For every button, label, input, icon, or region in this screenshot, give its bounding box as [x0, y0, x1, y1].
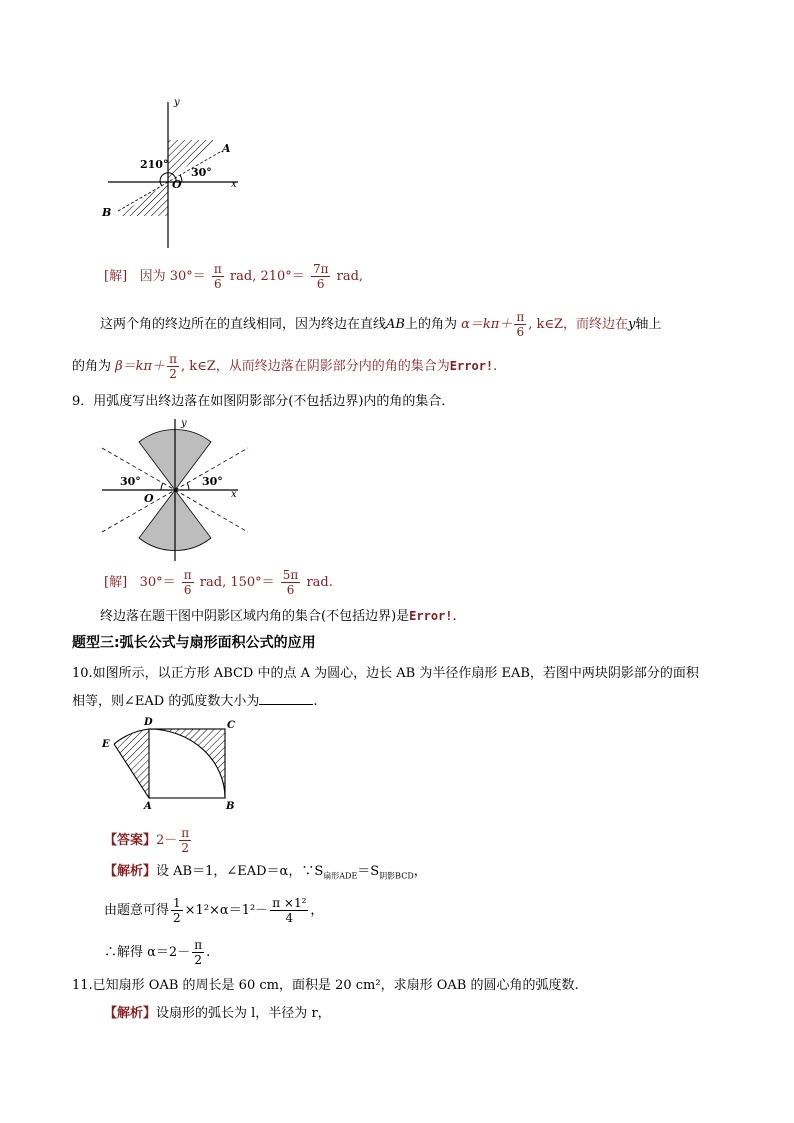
explanation-10-line1: 【解析】设 AB＝1，∠EAD＝α，$\because S_{扇形ADE}=S_{阴影BCD}$， — [104, 864, 427, 881]
label-y: y — [181, 418, 187, 429]
answer-10: 【答案】2－ $\frac{\pi}{2}$ — [104, 826, 190, 855]
solution-8-line2: 这两个角的终边所在的直线相同，因为终边在直线AB上的角为 α＝kπ＋ $\frac{\pi}{6}$ , k∈Z，而终边在y轴上 — [100, 310, 662, 339]
solution-8-line3: 的角为 β＝kπ＋ $\frac{\pi}{2}$ , k∈Z，从而终边落在阴影部分内的角的集合为Error!. — [72, 352, 498, 381]
label-c: C — [227, 720, 235, 731]
question-9: 9．用弧度写出终边落在如图阴影部分(不包括边界)内的角的集合． — [72, 394, 455, 409]
solution-9-line2: 终边落在题干图中阴影区域内角的集合(不包括边界)是Error!. — [100, 609, 457, 624]
label-origin: O — [144, 492, 154, 505]
label-b: B — [102, 206, 112, 219]
label-x: x — [231, 489, 237, 500]
section-heading: 题型三:弧长公式与扇形面积公式的应用 — [72, 635, 316, 651]
label-d: D — [144, 717, 153, 728]
label-x: x — [231, 179, 237, 190]
label-a: A — [222, 142, 231, 155]
explanation-10-line3: ∴解得 α＝2－ $\frac{\pi}{2}$ . — [104, 938, 211, 967]
figure-double-sector — [100, 415, 250, 565]
question-11: 11.已知扇形 OAB 的周长是 60 cm，面积是 20 cm²，求扇形 OAB 的圆心角的弧度数. — [72, 978, 579, 993]
solution-9-line1: [解] 30°＝ $\frac{\pi}{6}$ rad, 150°＝ $\frac{5\pi}{6}$ rad. — [104, 568, 333, 597]
label-y: y — [174, 97, 180, 108]
question-10-line2: 相等，则∠EAD 的弧度数大小为 . — [72, 694, 318, 709]
label-e: E — [102, 739, 110, 750]
figure-angle-210-30 — [100, 90, 260, 250]
label-a: A — [144, 801, 152, 811]
label-b: B — [226, 801, 235, 811]
fraction: $\frac{7\pi}{6}$ — [312, 262, 329, 291]
label-origin: O — [172, 178, 182, 191]
shaded-region-lower — [118, 182, 168, 216]
label-right-30: 30° — [202, 475, 223, 488]
label-left-30: 30° — [120, 475, 141, 488]
fraction: $\frac{\pi}{6}$ — [213, 262, 222, 291]
answer-blank — [259, 692, 313, 705]
explanation-11: 【解析】设扇形的弧长为 l，半径为 r， — [104, 1006, 331, 1021]
arc-right — [187, 483, 189, 490]
shaded-region-bcd — [149, 729, 225, 798]
label-30: 30° — [191, 166, 212, 179]
question-10-line1: 10.如图所示，以正方形 ABCD 中的点 A 为圆心，边长 AB 为半径作扇形 EAB，若图中两块阴影部分的面积 — [72, 666, 699, 681]
shaded-region-ead — [114, 729, 149, 798]
label-210: 210° — [140, 158, 169, 171]
arc-left — [161, 483, 163, 490]
solution-8-line1: [解] 因为 30°＝ $\frac{\pi}{6}$ rad, 210°＝ $\frac{7\pi}{6}$ rad, — [104, 262, 364, 291]
figure-square-sector — [100, 716, 250, 811]
explanation-10-line2: 由题意可得 $\frac{1}{2}$ ×1²×α＝1²－ $\frac{\text{π ×1²}}{4}$ ， — [104, 896, 324, 925]
